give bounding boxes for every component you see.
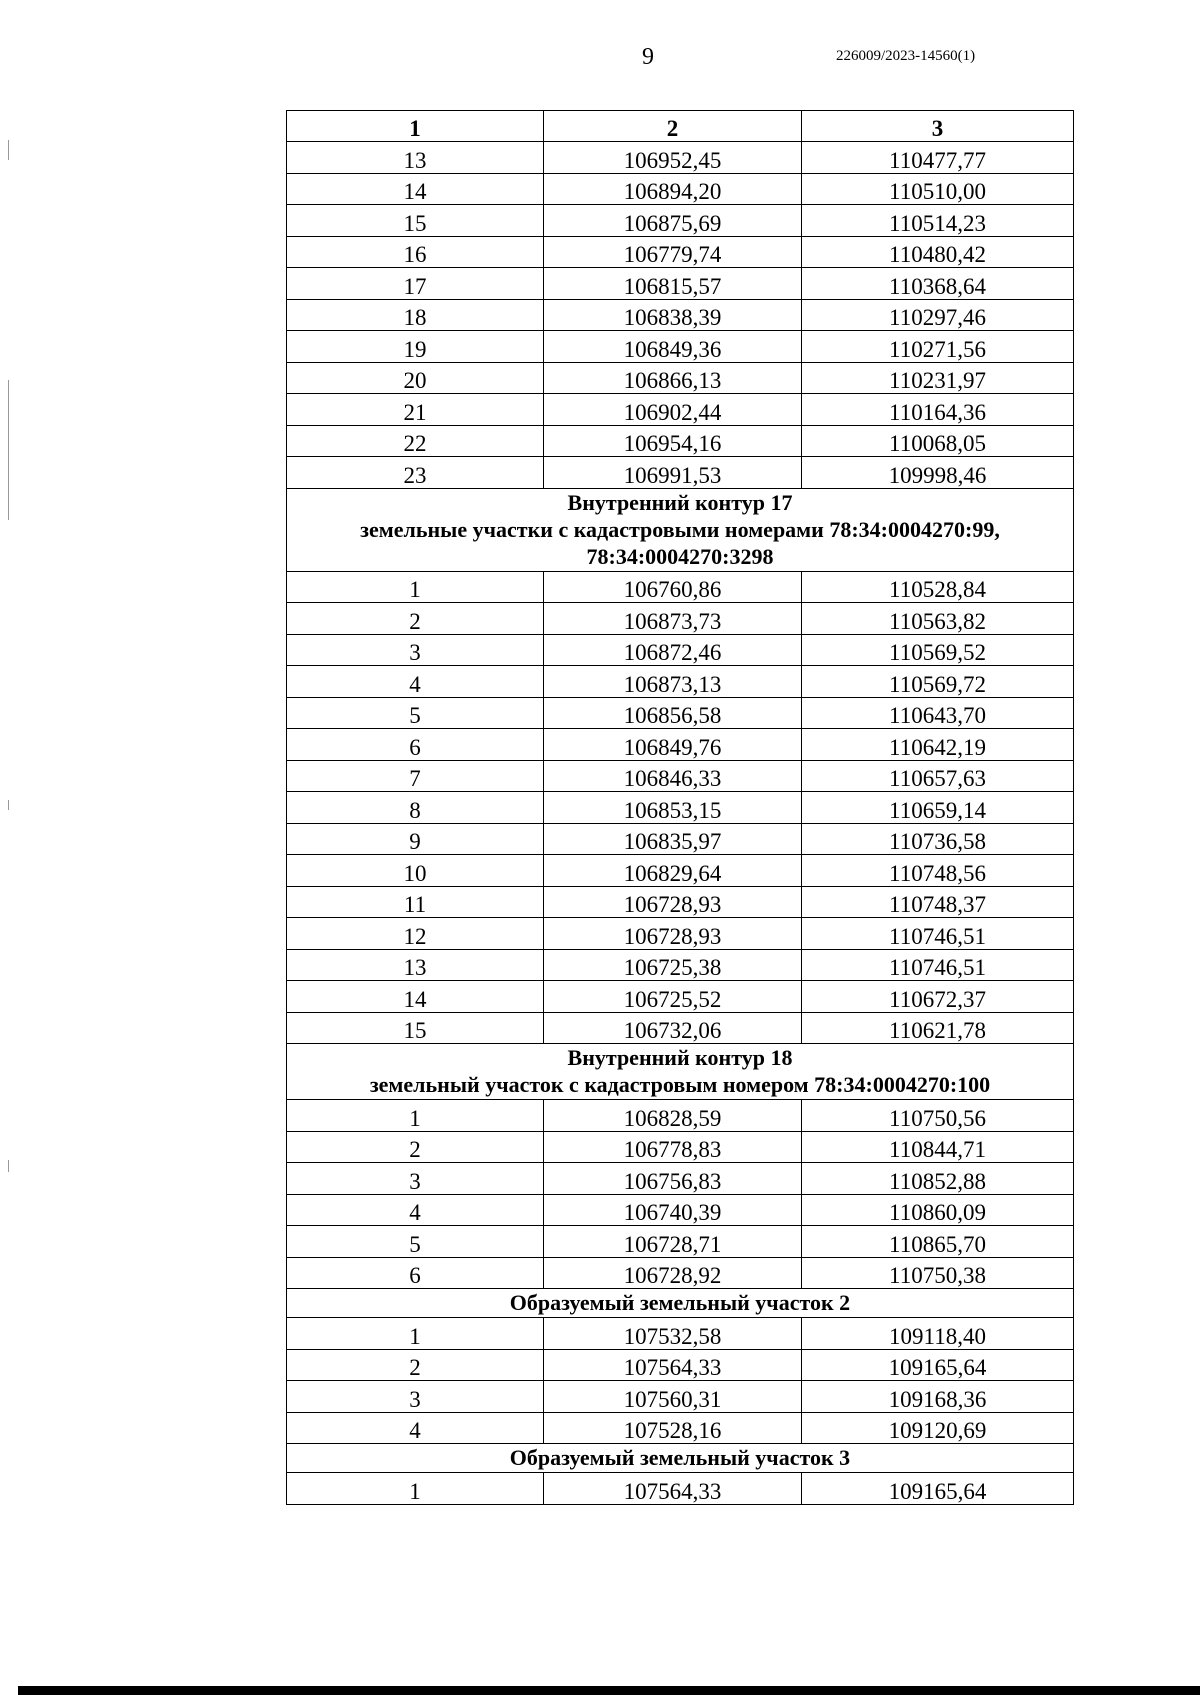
- x-coordinate-cell: 106846,33: [544, 760, 802, 792]
- section-title-line: Внутренний контур 18: [567, 1045, 793, 1070]
- section-title: [287, 488, 1074, 571]
- section-title-line: земельные участки с кадастровыми номерами 78:34:0004270:99,: [360, 516, 1000, 542]
- scan-mark: [8, 380, 9, 520]
- point-number-cell: 21: [287, 394, 544, 426]
- point-number-cell: 5: [287, 697, 544, 729]
- y-coordinate-cell: 110164,36: [802, 394, 1074, 426]
- x-coordinate-cell: 106849,76: [544, 729, 802, 761]
- point-number-cell: 9: [287, 823, 544, 855]
- point-number-cell: 4: [287, 1194, 544, 1226]
- table-row: [287, 236, 1074, 268]
- section-title-line: Образуемый земельный участок 3: [509, 1445, 851, 1470]
- point-number-cell: 6: [287, 1257, 544, 1289]
- point-number-cell: 2: [287, 603, 544, 635]
- scan-mark: [8, 800, 9, 810]
- table-row: [287, 362, 1074, 394]
- y-coordinate-cell: 110231,97: [802, 362, 1074, 394]
- point-number-cell: 5: [287, 1226, 544, 1258]
- section-title-line: Образуемый земельный участок 2: [509, 1290, 851, 1315]
- point-number-cell: 8: [287, 792, 544, 824]
- section-title-row: [287, 488, 1074, 571]
- table-row: [287, 603, 1074, 635]
- section-title-row: [287, 1044, 1074, 1100]
- y-coordinate-cell: 110657,63: [802, 760, 1074, 792]
- x-coordinate-cell: 106952,45: [544, 142, 802, 174]
- y-coordinate-cell: 110514,23: [802, 205, 1074, 237]
- x-coordinate-cell: 106728,93: [544, 918, 802, 950]
- section-title-row: [287, 1444, 1074, 1473]
- table-row: [287, 394, 1074, 426]
- x-coordinate-cell: 107560,31: [544, 1381, 802, 1413]
- y-coordinate-cell: 110480,42: [802, 236, 1074, 268]
- table-row: [287, 299, 1074, 331]
- section-title-line: Внутренний контур 17: [567, 489, 793, 515]
- coordinates-table: [286, 110, 1074, 1505]
- point-number-cell: 4: [287, 666, 544, 698]
- y-coordinate-cell: 110477,77: [802, 142, 1074, 174]
- table-row: [287, 331, 1074, 363]
- scan-bottom-border: [18, 1686, 1200, 1695]
- table-row: [287, 1194, 1074, 1226]
- table-row: [287, 949, 1074, 981]
- y-coordinate-cell: 110750,38: [802, 1257, 1074, 1289]
- table-row: [287, 666, 1074, 698]
- point-number-cell: 16: [287, 236, 544, 268]
- y-coordinate-cell: 110852,88: [802, 1163, 1074, 1195]
- x-coordinate-cell: 106835,97: [544, 823, 802, 855]
- table-row: [287, 1381, 1074, 1413]
- y-coordinate-cell: 110659,14: [802, 792, 1074, 824]
- table-row: [287, 823, 1074, 855]
- point-number-cell: 6: [287, 729, 544, 761]
- y-coordinate-cell: 110068,05: [802, 425, 1074, 457]
- table-row: [287, 1100, 1074, 1132]
- x-coordinate-cell: 106760,86: [544, 571, 802, 603]
- table-row: [287, 1226, 1074, 1258]
- x-coordinate-cell: 106902,44: [544, 394, 802, 426]
- table-row: [287, 760, 1074, 792]
- x-coordinate-cell: 107532,58: [544, 1318, 802, 1350]
- y-coordinate-cell: 109165,64: [802, 1349, 1074, 1381]
- point-number-cell: 14: [287, 173, 544, 205]
- table-row: [287, 792, 1074, 824]
- x-coordinate-cell: 106756,83: [544, 1163, 802, 1195]
- y-coordinate-cell: 110748,56: [802, 855, 1074, 887]
- section-title: [287, 1444, 1074, 1473]
- point-number-cell: 18: [287, 299, 544, 331]
- point-number-cell: 4: [287, 1412, 544, 1444]
- y-coordinate-cell: 110642,19: [802, 729, 1074, 761]
- point-number-cell: 13: [287, 949, 544, 981]
- x-coordinate-cell: 106740,39: [544, 1194, 802, 1226]
- x-coordinate-cell: 106728,71: [544, 1226, 802, 1258]
- x-coordinate-cell: 106778,83: [544, 1131, 802, 1163]
- x-coordinate-cell: 106725,52: [544, 981, 802, 1013]
- table-row: [287, 457, 1074, 489]
- y-coordinate-cell: 110844,71: [802, 1131, 1074, 1163]
- x-coordinate-cell: 106828,59: [544, 1100, 802, 1132]
- table-row: [287, 571, 1074, 603]
- y-coordinate-cell: 110368,64: [802, 268, 1074, 300]
- point-number-cell: 19: [287, 331, 544, 363]
- point-number-cell: 2: [287, 1349, 544, 1381]
- y-coordinate-cell: 110748,37: [802, 886, 1074, 918]
- column-header-2: 2: [544, 111, 802, 142]
- point-number-cell: 1: [287, 1318, 544, 1350]
- y-coordinate-cell: 110297,46: [802, 299, 1074, 331]
- y-coordinate-cell: 110750,56: [802, 1100, 1074, 1132]
- x-coordinate-cell: 106866,13: [544, 362, 802, 394]
- table-body: [287, 142, 1074, 1505]
- x-coordinate-cell: 106873,73: [544, 603, 802, 635]
- table-row: [287, 855, 1074, 887]
- x-coordinate-cell: 106954,16: [544, 425, 802, 457]
- x-coordinate-cell: 106838,39: [544, 299, 802, 331]
- y-coordinate-cell: 110746,51: [802, 918, 1074, 950]
- table-header: [287, 111, 1074, 142]
- column-header-1: 1: [287, 111, 544, 142]
- point-number-cell: 1: [287, 1473, 544, 1505]
- x-coordinate-cell: 106849,36: [544, 331, 802, 363]
- point-number-cell: 1: [287, 571, 544, 603]
- point-number-cell: 14: [287, 981, 544, 1013]
- point-number-cell: 11: [287, 886, 544, 918]
- table-row: [287, 1257, 1074, 1289]
- table-row: [287, 425, 1074, 457]
- table-row: [287, 173, 1074, 205]
- point-number-cell: 22: [287, 425, 544, 457]
- x-coordinate-cell: 106815,57: [544, 268, 802, 300]
- x-coordinate-cell: 106873,13: [544, 666, 802, 698]
- table-row: [287, 918, 1074, 950]
- point-number-cell: 13: [287, 142, 544, 174]
- point-number-cell: 3: [287, 634, 544, 666]
- document-id: 226009/2023-14560(1): [836, 48, 976, 64]
- x-coordinate-cell: 106853,15: [544, 792, 802, 824]
- point-number-cell: 7: [287, 760, 544, 792]
- y-coordinate-cell: 110643,70: [802, 697, 1074, 729]
- point-number-cell: 15: [287, 1012, 544, 1044]
- point-number-cell: 23: [287, 457, 544, 489]
- y-coordinate-cell: 109168,36: [802, 1381, 1074, 1413]
- y-coordinate-cell: 110860,09: [802, 1194, 1074, 1226]
- table-row: [287, 634, 1074, 666]
- section-title-line: земельный участок с кадастровым номером 78:34:0004270:100: [369, 1072, 991, 1097]
- table-row: [287, 1349, 1074, 1381]
- table-row: [287, 981, 1074, 1013]
- x-coordinate-cell: 107528,16: [544, 1412, 802, 1444]
- y-coordinate-cell: 110510,00: [802, 173, 1074, 205]
- x-coordinate-cell: 106728,93: [544, 886, 802, 918]
- table-row: [287, 697, 1074, 729]
- section-title-row: [287, 1289, 1074, 1318]
- x-coordinate-cell: 106872,46: [544, 634, 802, 666]
- x-coordinate-cell: 106875,69: [544, 205, 802, 237]
- section-title: [287, 1044, 1074, 1100]
- y-coordinate-cell: 109118,40: [802, 1318, 1074, 1350]
- table-row: [287, 142, 1074, 174]
- x-coordinate-cell: 107564,33: [544, 1349, 802, 1381]
- table-row: [287, 1412, 1074, 1444]
- y-coordinate-cell: 110563,82: [802, 603, 1074, 635]
- point-number-cell: 17: [287, 268, 544, 300]
- table-row: [287, 1012, 1074, 1044]
- y-coordinate-cell: 110569,52: [802, 634, 1074, 666]
- point-number-cell: 3: [287, 1163, 544, 1195]
- table-row: [287, 1131, 1074, 1163]
- y-coordinate-cell: 110865,70: [802, 1226, 1074, 1258]
- table-row: [287, 886, 1074, 918]
- table-row: [287, 1318, 1074, 1350]
- point-number-cell: 20: [287, 362, 544, 394]
- section-title: [287, 1289, 1074, 1318]
- table-row: [287, 1163, 1074, 1195]
- table-row: [287, 1473, 1074, 1505]
- column-header-3: 3: [802, 111, 1074, 142]
- x-coordinate-cell: 106725,38: [544, 949, 802, 981]
- point-number-cell: 15: [287, 205, 544, 237]
- x-coordinate-cell: 106728,92: [544, 1257, 802, 1289]
- y-coordinate-cell: 110528,84: [802, 571, 1074, 603]
- y-coordinate-cell: 110569,72: [802, 666, 1074, 698]
- point-number-cell: 12: [287, 918, 544, 950]
- y-coordinate-cell: 110271,56: [802, 331, 1074, 363]
- table-row: [287, 268, 1074, 300]
- x-coordinate-cell: 106894,20: [544, 173, 802, 205]
- x-coordinate-cell: 106779,74: [544, 236, 802, 268]
- page-number: 9: [642, 44, 654, 70]
- x-coordinate-cell: 106829,64: [544, 855, 802, 887]
- table-row: [287, 205, 1074, 237]
- y-coordinate-cell: 110621,78: [802, 1012, 1074, 1044]
- section-title-line: 78:34:0004270:3298: [586, 543, 774, 569]
- header-row: [287, 111, 1074, 142]
- x-coordinate-cell: 106732,06: [544, 1012, 802, 1044]
- scan-mark: [8, 140, 9, 160]
- y-coordinate-cell: 110736,58: [802, 823, 1074, 855]
- x-coordinate-cell: 107564,33: [544, 1473, 802, 1505]
- y-coordinate-cell: 109998,46: [802, 457, 1074, 489]
- y-coordinate-cell: 110746,51: [802, 949, 1074, 981]
- scan-mark: [8, 1160, 9, 1172]
- x-coordinate-cell: 106856,58: [544, 697, 802, 729]
- point-number-cell: 1: [287, 1100, 544, 1132]
- point-number-cell: 3: [287, 1381, 544, 1413]
- point-number-cell: 2: [287, 1131, 544, 1163]
- y-coordinate-cell: 110672,37: [802, 981, 1074, 1013]
- y-coordinate-cell: 109120,69: [802, 1412, 1074, 1444]
- x-coordinate-cell: 106991,53: [544, 457, 802, 489]
- point-number-cell: 10: [287, 855, 544, 887]
- y-coordinate-cell: 109165,64: [802, 1473, 1074, 1505]
- table-row: [287, 729, 1074, 761]
